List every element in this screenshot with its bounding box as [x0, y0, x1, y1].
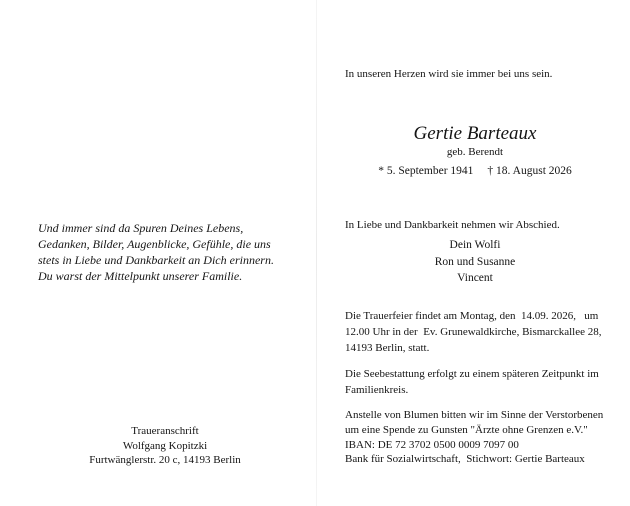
poem-line: Du warst der Mittelpunkt unserer Familie.: [38, 269, 243, 283]
donation-line: um eine Spende zu Gunsten "Ärzte ohne Grenzen e.V.": [345, 423, 588, 436]
ceremony-line: Die Trauerfeier findet am Montag, den 14.09. 2026, um: [345, 310, 599, 322]
ceremony-line: 12.00 Uhr in der Ev. Grunewaldkirche, Bismarckallee 28,: [345, 326, 602, 338]
mourner: Vincent: [457, 272, 493, 284]
death-date: † 18. August 2026: [487, 165, 572, 177]
mourner: Dein Wolfi: [449, 239, 501, 251]
iban-line: IBAN: DE 72 3702 0500 0009 7097 00: [345, 438, 519, 451]
donation-line: Anstelle von Blumen bitten wir im Sinne der Verstorbenen: [345, 409, 604, 421]
mourner: Ron und Susanne: [434, 255, 516, 268]
motto-line: [345, 67, 552, 82]
birth-name-text: geb. Berendt: [446, 146, 504, 158]
birth-date: * 5. September 1941: [378, 165, 474, 177]
poem-line: stets in Liebe und Dankbarkeit an Dich erinnern.: [38, 253, 274, 267]
page-fold-divider: [316, 0, 317, 506]
sea-burial-line: Die Seebestattung erfolgt zu einem späteren Zeitpunkt im: [345, 368, 599, 380]
poem-line: Gedanken, Bilder, Augenblicke, Gefühle, die uns: [38, 237, 271, 251]
sea-burial-line: Familienkreis.: [345, 383, 409, 396]
deceased-name-text: Gertie Barteaux: [413, 123, 537, 144]
farewell-text: In Liebe und Dankbarkeit nehmen wir Abschied.: [345, 219, 560, 231]
motto-text: In unseren Herzen wird sie immer bei uns sein.: [345, 68, 553, 80]
address-street: Furtwänglerstr. 20 c, 14193 Berlin: [89, 454, 241, 466]
condolence-address: [45, 424, 285, 468]
address-label: Traueranschrift: [131, 425, 199, 437]
donation-notice: [345, 408, 603, 467]
sea-burial-notice: [345, 367, 599, 398]
address-name: Wolfgang Kopitzki: [122, 439, 208, 452]
farewell-line: [345, 218, 560, 233]
mourners-list: [345, 237, 605, 287]
deceased-name: [345, 123, 605, 145]
memorial-poem: [38, 220, 274, 284]
ceremony-notice: [345, 308, 602, 356]
birth-name: [345, 145, 605, 160]
life-dates: [345, 164, 605, 179]
bank-line: Bank für Sozialwirtschaft, Stichwort: Gertie Barteaux: [345, 453, 585, 466]
poem-line: Und immer sind da Spuren Deines Lebens,: [38, 221, 244, 235]
ceremony-line: 14193 Berlin, statt.: [345, 342, 430, 354]
